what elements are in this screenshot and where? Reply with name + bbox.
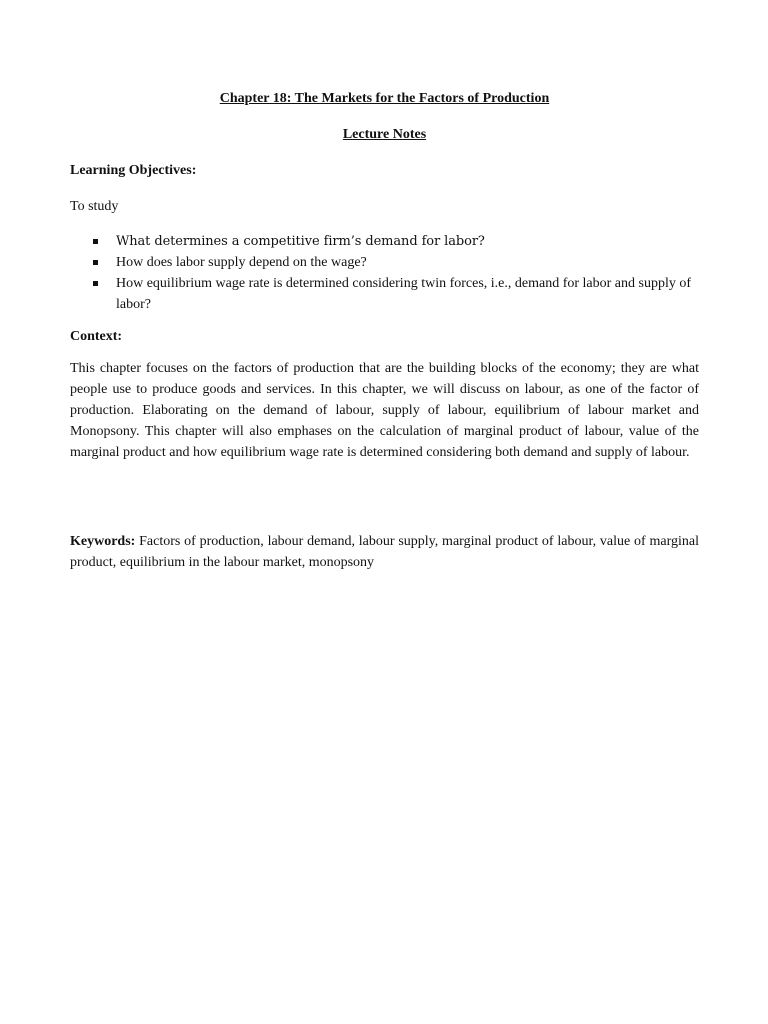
list-item — [70, 252, 699, 273]
list-item-text: How equilibrium wage rate is determined considering twin forces, i.e., demand for labor and supply of labor? — [116, 276, 692, 312]
document-subtitle: Lecture Notes — [342, 127, 427, 142]
square-bullet-icon — [93, 239, 98, 244]
list-item — [70, 273, 699, 315]
list-item-text: What determines a competitive firm’s demand for labor? — [116, 234, 485, 249]
context-paragraph: This chapter focuses on the factors of production that are the building blocks of the economy; they are what people use to produce goods and services. In this chapter, we will discuss on labour, as one of the factor of production. Elaborating on the demand of labour, supply of labour, equilibrium of labour market and Monopsony. This chapter will also emphases on the calculation of marginal product of labour, value of the marginal product and how equilibrium wage rate is determined considering both demand and supply of labour. — [70, 361, 699, 460]
keywords-label: Keywords: — [70, 534, 136, 549]
keywords-paragraph — [70, 531, 699, 573]
keywords-text: Factors of production, labour demand, labour supply, marginal product of labour, value of marginal product, equilibrium in the labour market, monopsony — [70, 534, 699, 570]
learning-objectives-heading: Learning Objectives: — [70, 163, 197, 178]
list-item-text: How does labor supply depend on the wage? — [116, 255, 367, 270]
context-heading: Context: — [70, 329, 123, 344]
square-bullet-icon — [93, 260, 98, 265]
list-item — [70, 231, 699, 252]
document-title: Chapter 18: The Markets for the Factors of Production — [219, 91, 550, 106]
objectives-list — [70, 231, 699, 315]
intro-text: To study — [70, 199, 119, 214]
square-bullet-icon — [93, 281, 98, 286]
